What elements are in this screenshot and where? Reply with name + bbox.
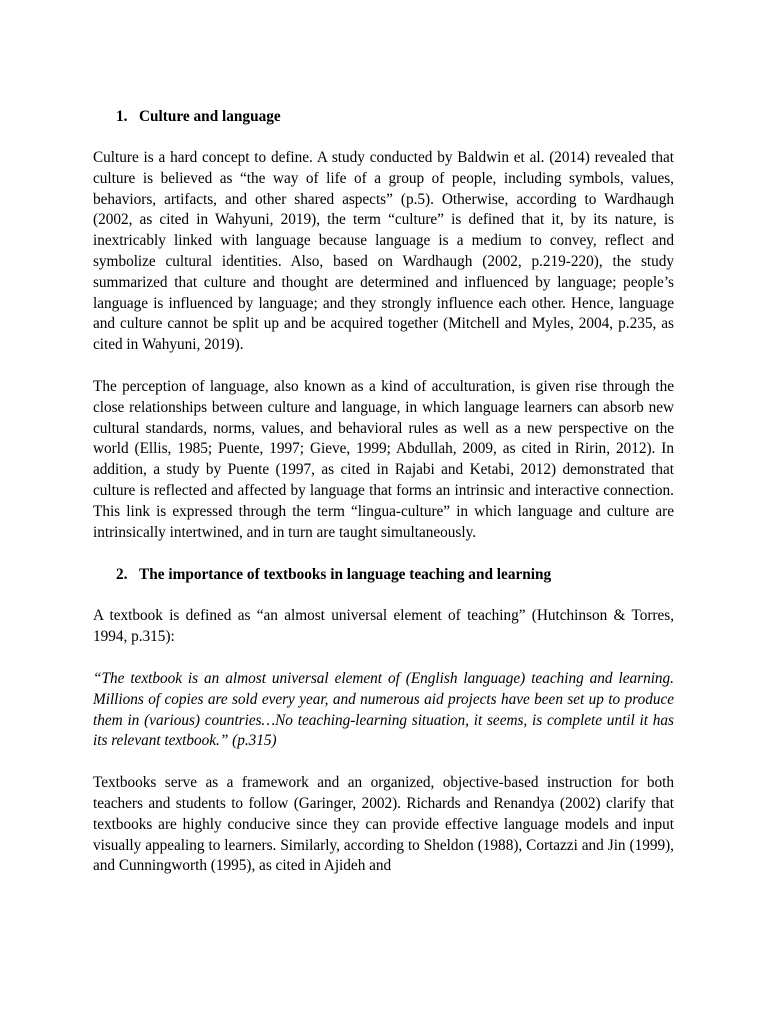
section-title: Culture and language <box>139 108 281 125</box>
section-heading-importance-of-textbooks <box>93 564 674 585</box>
paragraph-textbook-definition: A textbook is defined as “an almost universal element of teaching” (Hutchinson & Torres, 1994, p.315): <box>93 607 674 646</box>
section-heading-culture-and-language <box>93 106 674 127</box>
block-quote: “The textbook is an almost universal element of (English language) teaching and learning. Millions of copies are sold every year, and numerous aid projects have been set up to produce them in (various) countries…No teaching-learning situation, it seems, is complete until it has its relevant textbook.” (p.315) <box>93 669 674 750</box>
section-number: 2. <box>116 566 128 584</box>
section-number: 1. <box>116 108 128 125</box>
paragraph-perception-of-language: The perception of language, also known as a kind of acculturation, is given rise through the close relationships between culture and language, in which language learners can absorb new cultural standards, norms, values, and behavioral rules as well as a new perspective on the world (Ellis, 1985; Puente, 1997; Gieve, 1999; Abdullah, 2009, as cited in Ririn, 2012). In addition, a study by Puente (1997, as cited in Rajabi and Ketabi, 2012) demonstrated that culture is reflected and affected by language that forms an intrinsic and interactive connection. This link is expressed through the term “lingua-culture” in which language and culture are intrinsically intertwined, and in turn are taught simultaneously. <box>93 377 674 541</box>
document-page <box>93 106 674 877</box>
paragraph-culture-definition: Culture is a hard concept to define. A study conducted by Baldwin et al. (2014) revealed that culture is believed as “the way of life of a group of people, including symbols, values, behaviors, artifacts, and other shared aspects” (p.5). Otherwise, according to Wardhaugh (2002, as cited in Wahyuni, 2019), the term “culture” is defined that it, by its nature, is inextricably linked with language because language is a medium to convey, reflect and symbolize cultural identities. Also, based on Wardhaugh (2002, p.219-220), the study summarized that culture and thought are determined and influenced by language; people’s language is influenced by language; and they strongly influence each other. Hence, language and culture cannot be split up and be acquired together (Mitchell and Myles, 2004, p.235, as cited in Wahyuni, 2019). <box>93 149 674 354</box>
section-title: The importance of textbooks in language teaching and learning <box>139 566 552 584</box>
paragraph-textbooks-framework: Textbooks serve as a framework and an organized, objective-based instruction for both teachers and students to follow (Garinger, 2002). Richards and Renandya (2002) clarify that textbooks are highly conducive since they can provide effective language models and input visually appealing to learners. Similarly, according to Sheldon (1988), Cortazzi and Jin (1999), and Cunningworth (1995), as cited in Ajideh and <box>93 774 674 875</box>
